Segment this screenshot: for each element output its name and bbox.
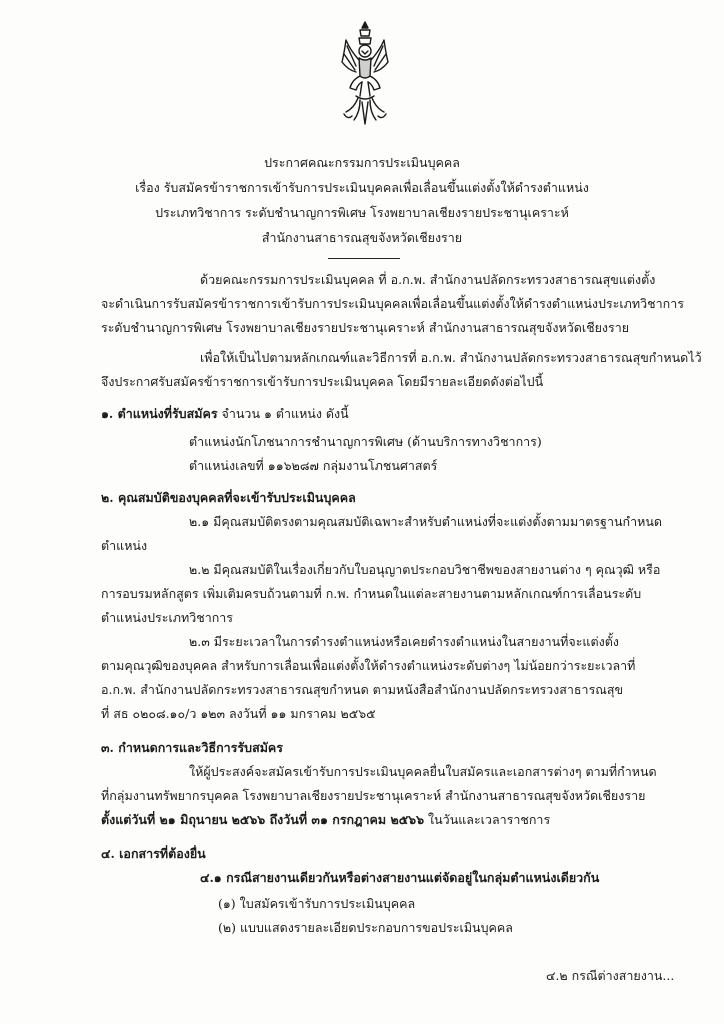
section-3-line-1: ให้ผู้ประสงค์จะสมัครเข้ารับการประเมินบุคคลยื่นใบสมัครและเอกสารต่างๆ ตามที่กำหนด	[189, 764, 657, 779]
section-2-heading: ๒. คุณสมบัติของบุคคลที่จะเข้ารับประเมินบุคคล	[101, 490, 356, 505]
section-4-sub-heading: ๔.๑ กรณีสายงานเดียวกันหรือต่างสายงานแต่จัดอยู่ในกลุ่มตำแหน่งเดียวกัน	[200, 870, 600, 885]
section-2-line-4: การอบรมหลักสูตร เพิ่มเติมครบถ้วนตามที่ ก.พ. กำหนดในแต่ละสายงานตามหลักเกณฑ์การเลื่อนระดับ	[101, 586, 642, 601]
section-2-line-7: ตามคุณวุฒิของบุคคล สำหรับการเลื่อนเพื่อแต่งตั้งให้ดำรงตำแหน่งระดับต่างๆ ไม่น้อยกว่าระยะเวลาที่	[101, 658, 636, 673]
section-2-line-2: ตำแหน่ง	[101, 538, 148, 553]
intro-p1-line-2: จะดำเนินการรับสมัครข้าราชการเข้ารับการประเมินบุคคลเพื่อเลื่อนขึ้นแต่งตั้งให้ดำรงตำแหน่งประเภทวิชาการ	[101, 296, 684, 311]
section-1-position-number: ตำแหน่งเลขที่ ๑๑๖๒๘๗ กลุ่มงานโภชนศาสตร์	[189, 458, 438, 473]
section-4-item-2: (๒) แบบแสดงรายละเอียดประกอบการขอประเมินบุคคล	[218, 920, 513, 935]
intro-p1-line-3: ระดับชำนาญการพิเศษ โรงพยาบาลเชียงรายประชานุเคราะห์ สำนักงานสาธารณสุขจังหวัดเชียงราย	[101, 320, 630, 335]
intro-p2-line-1: เพื่อให้เป็นไปตามหลักเกณฑ์และวิธีการที่ อ.ก.พ. สำนักงานปลัดกระทรวงสาธารณสุขกำหนดไว้	[200, 350, 702, 365]
title-line-2: เรื่อง รับสมัครข้าราชการเข้ารับการประเมินบุคคลเพื่อเลื่อนขึ้นแต่งตั้งให้ดำรงตำแหน่ง	[135, 180, 589, 195]
section-3-line-2: ที่กลุ่มงานทรัพยากรบุคคล โรงพยาบาลเชียงรายประชานุเคราะห์ สำนักงานสาธารณสุขจังหวัดเชียงราย	[101, 788, 646, 803]
section-2-line-6: ๒.๓ มีระยะเวลาในการดำรงตำแหน่งหรือเคยดำรงตำแหน่งในสายงานที่จะแต่งตั้ง	[189, 634, 619, 649]
section-3-date-rest: ในวันและเวลาราชการ	[424, 812, 551, 827]
section-3-date	[101, 810, 550, 830]
garuda-emblem-icon	[338, 20, 392, 128]
title-divider	[328, 258, 400, 259]
section-1-position: ตำแหน่งนักโภชนาการชำนาญการพิเศษ (ด้านบริการทางวิชาการ)	[189, 434, 542, 449]
section-2-line-9: ที่ สธ ๐๒๐๘.๑๐/ว ๑๒๓ ลงวันที่ ๑๑ มกราคม ๒๕๖๕	[101, 706, 376, 721]
section-3-date-bold: ตั้งแต่วันที่ ๒๑ มิถุนายน ๒๕๖๖ ถึงวันที่ ๓๑ กรกฎาคม ๒๕๖๖	[101, 812, 425, 827]
intro-p2-line-2: จึงประกาศรับสมัครข้าราชการเข้ารับการประเมินบุคคล โดยมีรายละเอียดดังต่อไปนี้	[101, 374, 544, 389]
section-3-heading: ๓. กำหนดการและวิธีการรับสมัคร	[101, 740, 284, 755]
section-4-heading: ๔. เอกสารที่ต้องยื่น	[101, 846, 206, 861]
section-1-heading-rest: จำนวน ๑ ตำแหน่ง ดังนี้	[217, 406, 349, 421]
continuation-note: ๔.๒ กรณีต่างสายงาน...	[546, 968, 675, 983]
section-1-heading	[101, 404, 349, 424]
title-line-4: สำนักงานสาธารณสุขจังหวัดเชียงราย	[261, 230, 463, 245]
section-2-line-3: ๒.๒ มีคุณสมบัติในเรื่องเกี่ยวกับใบอนุญาตประกอบวิชาชีพของสายงานต่าง ๆ คุณวุฒิ หรือ	[189, 562, 661, 577]
section-2-line-5: ตำแหน่งประเภทวิชาการ	[101, 610, 234, 625]
section-4-item-1: (๑) ใบสมัครเข้ารับการประเมินบุคคล	[218, 896, 416, 911]
section-2-line-1: ๒.๑ มีคุณสมบัติตรงตามคุณสมบัติเฉพาะสำหรับตำแหน่งที่จะแต่งตั้งตามมาตรฐานกำหนด	[189, 514, 663, 529]
section-2-line-8: อ.ก.พ. สำนักงานปลัดกระทรวงสาธารณสุขกำหนด ตามหนังสือสำนักงานปลัดกระทรวงสาธารณสุข	[101, 682, 624, 697]
title-line-1: ประกาศคณะกรรมการประเมินบุคคล	[264, 155, 460, 170]
section-1-heading-bold: ๑. ตำแหน่งที่รับสมัคร	[101, 406, 218, 421]
intro-p1-line-1: ด้วยคณะกรรมการประเมินบุคคล ที่ อ.ก.พ. สำนักงานปลัดกระทรวงสาธารณสุขแต่งตั้ง	[200, 272, 656, 287]
title-line-3: ประเภทวิชาการ ระดับชำนาญการพิเศษ โรงพยาบาลเชียงรายประชานุเคราะห์	[155, 205, 569, 220]
